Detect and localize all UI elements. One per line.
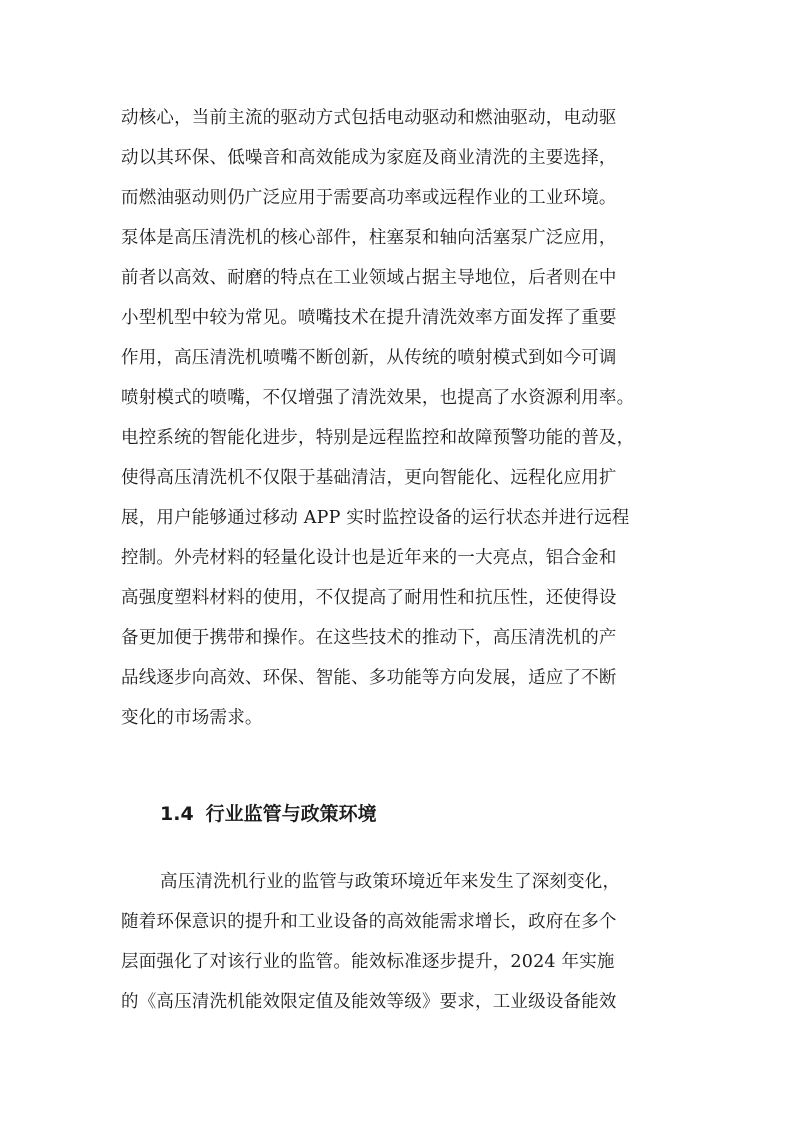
- paragraph-line: 备更加便于携带和操作。在这些技术的推动下，高压清洗机的产: [121, 628, 617, 648]
- paragraph-line: 变化的市场需求。: [121, 708, 263, 728]
- paragraph-line: 展，用户能够通过移动 APP 实时监控设备的运行状态并进行远程: [121, 508, 630, 528]
- section-title: 行业监管与政策环境: [205, 803, 377, 825]
- paragraph-line: 控制。外壳材料的轻量化设计也是近年来的一大亮点，铝合金和: [121, 548, 617, 568]
- paragraph-line: 使得高压清洗机不仅限于基础清洁，更向智能化、远程化应用扩: [121, 468, 617, 488]
- paragraph-line: 作用，高压清洗机喷嘴不断创新，从传统的喷射模式到如今可调: [121, 348, 617, 368]
- paragraph-line: 泵体是高压清洗机的核心部件，柱塞泵和轴向活塞泵广泛应用，: [121, 228, 617, 248]
- paragraph-line: 高强度塑料材料的使用，不仅提高了耐用性和抗压性，还使得设: [121, 588, 617, 608]
- paragraph-line: 动核心，当前主流的驱动方式包括电动驱动和燃油驱动，电动驱: [121, 108, 617, 128]
- paragraph-line: 电控系统的智能化进步，特别是远程监控和故障预警功能的普及，: [121, 428, 635, 448]
- paragraph-line: 动以其环保、低噪音和高效能成为家庭及商业清洗的主要选择，: [121, 148, 617, 168]
- section-heading: [160, 800, 377, 828]
- paragraph-line: 随着环保意识的提升和工业设备的高效能需求增长，政府在多个: [121, 912, 617, 932]
- section-number: 1.4: [160, 803, 194, 825]
- paragraph-line: 而燃油驱动则仍广泛应用于需要高功率或远程作业的工业环境。: [121, 188, 617, 208]
- paragraph-line: 层面强化了对该行业的监管。能效标准逐步提升，2024 年实施: [121, 952, 615, 972]
- paragraph-line: 高压清洗机行业的监管与政策环境近年来发生了深刻变化，: [160, 872, 621, 892]
- paragraph-line: 喷射模式的喷嘴，不仅增强了清洗效果，也提高了水资源利用率。: [121, 388, 635, 408]
- paragraph-line: 品线逐步向高效、环保、智能、多功能等方向发展，适应了不断: [121, 668, 617, 688]
- paragraph-line: 小型机型中较为常见。喷嘴技术在提升清洗效率方面发挥了重要: [121, 308, 617, 328]
- paragraph-line: 前者以高效、耐磨的特点在工业领域占据主导地位，后者则在中: [121, 268, 617, 288]
- paragraph-line: 的《高压清洗机能效限定值及能效等级》要求，工业级设备能效: [121, 992, 617, 1012]
